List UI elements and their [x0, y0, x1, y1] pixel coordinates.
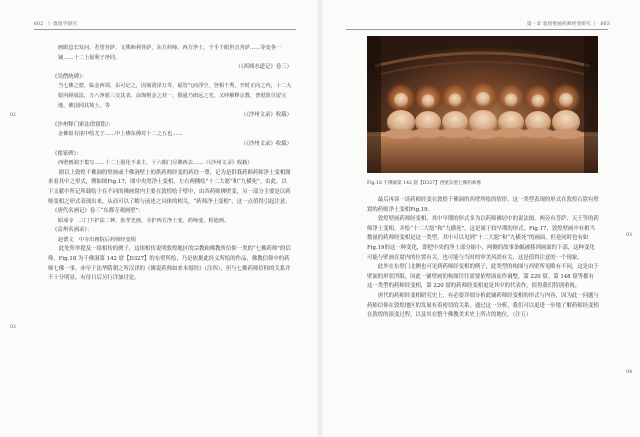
paragraph: 此外在东壁门北侧也可见到药师经变相的例子，此类型的构图与西壁所见略有不同，这是由于壁面的形状所限，因此一铺壁画的构图往往需要依壁面而作调整，第 220 窟、第 148 窟等都有这一类型的药师经变相，第 220 窟的药师经变相更是其中的代表作，值得我们特别重视。	[367, 264, 599, 290]
left-body-text	[48, 44, 292, 284]
right-header-rule	[346, 29, 608, 30]
paragraph: 最后再谈一谈药师经变在敦煌千佛洞的西壁所绘的情形，这一类型表现的形式在敦煌石窟有壁窟的药师净土变相Fig.19。	[367, 197, 599, 213]
right-body-text	[367, 196, 599, 321]
citation-heading: 《沙州释门索法律窟铭》：	[52, 121, 114, 128]
paragraph: 昭成寺 三门下护法二神，张孝光画，寺护西方净土变，药师变，程迪画。	[58, 217, 230, 224]
source-note: （《西域水道记》卷三）	[235, 64, 292, 71]
right-margin-number: 03	[626, 233, 632, 238]
citation-heading: 《唐代名画记》卷三“东都寺观画壁”：	[52, 208, 144, 215]
citation-heading: 《吴僧统碑》：	[52, 73, 88, 80]
right-margin-number: 04	[626, 370, 632, 375]
figure-caption: Fig.18 千佛洞第 142 窟【D327】西壁东壁七佛药师像	[367, 181, 482, 186]
left-running-head	[34, 21, 77, 27]
left-running-title: 丨 敦煌学研究	[46, 22, 78, 27]
paragraph: 西壁画端于集写……十二上愿化不来主，十六眼门尽佛西去……（《沙州文录》收载）	[58, 160, 253, 167]
right-page-number: 603	[600, 22, 610, 27]
left-page-number: 602	[34, 22, 44, 27]
citation-heading: 《益州名画录》：	[52, 227, 93, 234]
paragraph: 当七佛之窟，临金西邻，东可记之，因刻清泽万寿，福管气而浮空，登相千秀，开时正向之内，十二大愿内顾成法，万八净愿三交其表，涂饰则金之封一，摄通乃朗远之光，又呼解释宗教，普慰放尽留宝地，佛国同其境土。等	[58, 83, 292, 109]
paragraph: 敦煌壁画药师经变相，其中早期的形式多为以药师佛居中的说法图，两旁有菩萨、天王等的药师净土变相，并绘“十二大愿”和“九横死”，这是属于较早期的形式。Fig.17，敦煌壁画中有相当数量的药师经变相是这一类型，其中可以见到“十二大愿”和“九横死”的画面，但是同时也有如Fig.19的这一种变化，即把中央的净土部分缩小，两侧的故事条幅被移到画面的下部，这种变化可能与壁画在窟内的位置有关，也可能与当时的审美风尚有关，这是值得注意的一个现象。	[367, 216, 599, 261]
paragraph: 此处所举提及一组相传的例子，这组相传说明敦煌地区的宗教和佛教所信仰一类的“七佛药师”的信仰，Fig.18 为千佛洞第 142 窟【D327】的东壁所绘，乃是依据此经义所绘的作品，佛教信仰中的药师七佛一事，亦早于法华隋朝之所汉译的《佛说药师如来本愿经》（注四），但与七佛药师信仰的关系并不十分明显，有待日后另行详加讨论。	[48, 246, 291, 282]
source-note: （《沙州文录》收载）	[240, 112, 292, 119]
paragraph: 据以上敦煌千佛洞的壁画或千佛洞壁上的供药师经变的药经一尊，记为是供我药师药师净土变相图来看其中之形式，例如图Fig.17，图中央宽净土变相，左右两侧绘“十二大愿”和“九横死”。由此，以下文献中所记所载绘于在不同的佛画窟内主要在敦煌绘于壁中，由各药师佛壁变，另一部分主要是以药师变相之形式表现出来，从而可以了解与前述之具体的相关，“药师净土变相”，这一点值得引起注意。	[48, 169, 291, 205]
altar-ledge	[367, 134, 598, 173]
right-running-title: 第一章 敦煌壁画药师经变研究 丨	[526, 22, 598, 27]
source-note: （《沙州文录》收载）	[240, 140, 292, 147]
left-header-rule	[34, 29, 296, 30]
photo-vignette-right	[584, 36, 598, 173]
citation-heading: 《翟家碑》：	[52, 150, 82, 157]
left-page	[0, 0, 318, 437]
left-margin-number: 03	[10, 325, 16, 330]
paragraph: 画眼息长发问，若望菩萨，文殊师利菩萨，东方药师，西方净土，千手千眼世音菩萨……等变各一铺……十二上愿利子净同。	[58, 45, 282, 61]
paragraph: 唐代的药师经变相研究史上，有必要详细分析此铺药师经变相的形式与内容，因为此一问题与药师信仰在敦煌地区的发展有着密切的关系，通过这一分析，我们可以更进一步地了解药师经变相在敦煌的演变过程，以及其在整个佛教美术史上所占的地位。（注五）	[367, 292, 599, 319]
right-running-head	[527, 21, 610, 27]
paragraph: 赵德文 中寺出画院后药师经变相	[58, 236, 136, 243]
photo-vignette-left	[367, 36, 381, 173]
left-margin-number: 02	[10, 113, 16, 118]
cave-buddha-photograph	[367, 36, 598, 173]
paragraph: 金佛似有诸中绘尤于……中上佛东佛对十二之五也……	[58, 131, 183, 138]
